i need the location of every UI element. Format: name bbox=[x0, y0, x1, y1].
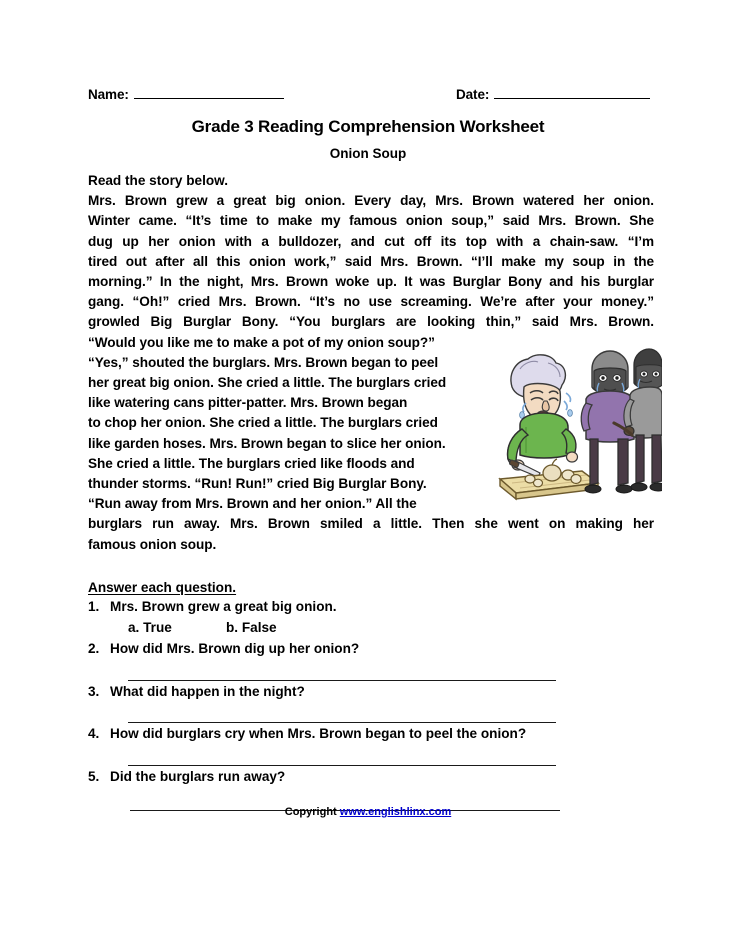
story-line: morning.” In the night, Mrs. Brown woke up. It was Burglar Bony and his burglar bbox=[88, 274, 654, 290]
question-item-4 bbox=[88, 724, 654, 745]
answer-line-2[interactable] bbox=[128, 680, 556, 681]
story-line: her great big onion. She cried a little. The burglars cried bbox=[88, 375, 447, 391]
question-text: How did Mrs. Brown dig up her onion? bbox=[110, 641, 360, 657]
story-line: “Would you like me to make a pot of my onion soup?” bbox=[88, 334, 435, 350]
story-line: dug up her onion with a bulldozer, and cut off its top with a chain-saw. “I’m bbox=[88, 233, 654, 249]
questions-section bbox=[88, 580, 654, 811]
question-number: 2. bbox=[88, 641, 100, 657]
story-line: “Yes,” shouted the burglars. Mrs. Brown began to peel bbox=[88, 354, 439, 370]
choice-true[interactable]: a. True bbox=[128, 619, 172, 635]
question-number: 3. bbox=[88, 683, 100, 699]
question-number: 4. bbox=[88, 726, 100, 742]
englishlinx-link[interactable]: www.englishlinx.com bbox=[339, 806, 452, 818]
story-illustration bbox=[486, 343, 662, 501]
onion-soup-illustration-icon bbox=[486, 343, 662, 501]
question-text: Mrs. Brown grew a great big onion. bbox=[110, 599, 337, 614]
name-label: Name: bbox=[88, 87, 129, 102]
story-line: famous onion soup. bbox=[88, 536, 217, 552]
choice-false[interactable]: b. False bbox=[226, 619, 277, 635]
question-number: 5. bbox=[88, 768, 100, 784]
question-item-2 bbox=[88, 639, 654, 660]
questions-heading: Answer each question. bbox=[88, 580, 237, 595]
question-item-3 bbox=[88, 682, 654, 703]
story-line: Winter came. “It’s time to make my famous onion soup,” said Mrs. Brown. She bbox=[88, 213, 654, 229]
question-item-5 bbox=[88, 767, 654, 788]
story-line: like garden hoses. Mrs. Brown began to slice her onion. bbox=[88, 435, 446, 451]
question-text: What did happen in the night? bbox=[110, 683, 305, 699]
story-line: thunder storms. “Run! Run!” cried Big Burglar Bony. bbox=[88, 476, 427, 492]
copyright-label: Copyright bbox=[284, 806, 337, 818]
story-line: burglars run away. Mrs. Brown smiled a little. Then she went on making her bbox=[88, 516, 654, 532]
question-text: Did the burglars run away? bbox=[110, 768, 286, 784]
name-field-group bbox=[88, 86, 284, 102]
answer-line-3[interactable] bbox=[128, 722, 556, 723]
story-instruction: Read the story below. bbox=[88, 173, 228, 188]
story-line: like watering cans pitter-patter. Mrs. Brown began bbox=[88, 395, 408, 411]
worksheet-title: Grade 3 Reading Comprehension Worksheet bbox=[191, 117, 545, 136]
date-field-group bbox=[456, 86, 650, 102]
story-line: gang. “Oh!” cried Mrs. Brown. “It’s no use screaming. We’re after your money.” bbox=[88, 294, 654, 310]
story-line: Mrs. Brown grew a great big onion. Every day, Mrs. Brown watered her onion. bbox=[88, 193, 654, 209]
date-label: Date: bbox=[456, 87, 490, 102]
answer-line-4[interactable] bbox=[128, 765, 556, 766]
story-line: to chop her onion. She cried a little. The burglars cried bbox=[88, 415, 438, 431]
date-input-line[interactable] bbox=[494, 86, 650, 99]
footer bbox=[0, 806, 736, 818]
question-text: How did burglars cry when Mrs. Brown began to peel the onion? bbox=[110, 726, 527, 742]
story-line: growled Big Burglar Bony. “You burglars are looking thin,” said Mrs. Brown. bbox=[88, 314, 654, 330]
story-line: She cried a little. The burglars cried like floods and bbox=[88, 455, 415, 471]
question-number: 1. bbox=[88, 599, 100, 614]
worksheet-subtitle: Onion Soup bbox=[329, 146, 407, 161]
question-1-choices bbox=[128, 618, 654, 639]
name-input-line[interactable] bbox=[134, 86, 284, 99]
story-line: “Run away from Mrs. Brown and her onion.” All the bbox=[88, 496, 417, 512]
story-line: tired out after all this onion work,” said Mrs. Brown. “I’ll make my soup in the bbox=[88, 253, 654, 269]
question-item-1 bbox=[88, 597, 654, 618]
name-date-row bbox=[88, 86, 648, 106]
